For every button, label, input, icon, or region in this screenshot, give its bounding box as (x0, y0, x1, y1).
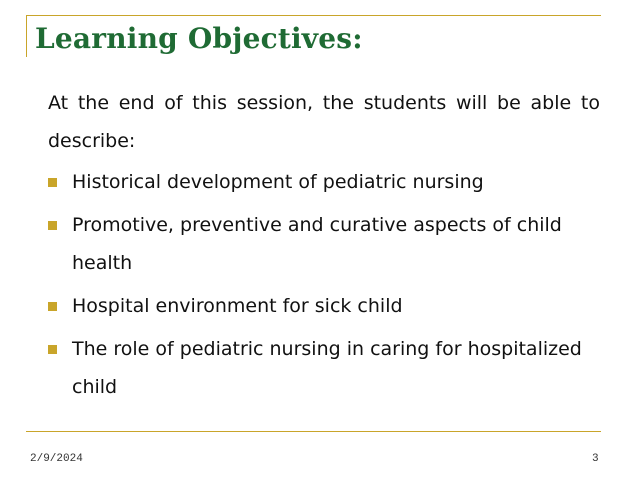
footer-date: 2/9/2024 (30, 453, 83, 465)
list-item (44, 206, 584, 282)
objectives-list (44, 163, 584, 411)
square-bullet-icon (48, 178, 57, 187)
square-bullet-icon (48, 302, 57, 311)
bottom-rule (26, 431, 601, 432)
list-item (44, 163, 584, 201)
list-item (44, 287, 584, 325)
slide-title: Learning Objectives: (35, 22, 363, 55)
list-item (44, 330, 584, 406)
page-number: 3 (592, 453, 599, 465)
list-item-text: Hospital environment for sick child (72, 295, 403, 317)
list-item-text: The role of pediatric nursing in caring for hospitalized child (72, 338, 582, 398)
square-bullet-icon (48, 345, 57, 354)
top-rule (26, 15, 601, 16)
list-item-text: Historical development of pediatric nursing (72, 171, 484, 193)
intro-text: At the end of this session, the students will be able to describe: (48, 92, 600, 152)
square-bullet-icon (48, 221, 57, 230)
left-rule (26, 15, 27, 57)
list-item-text: Promotive, preventive and curative aspects of child health (72, 214, 562, 274)
